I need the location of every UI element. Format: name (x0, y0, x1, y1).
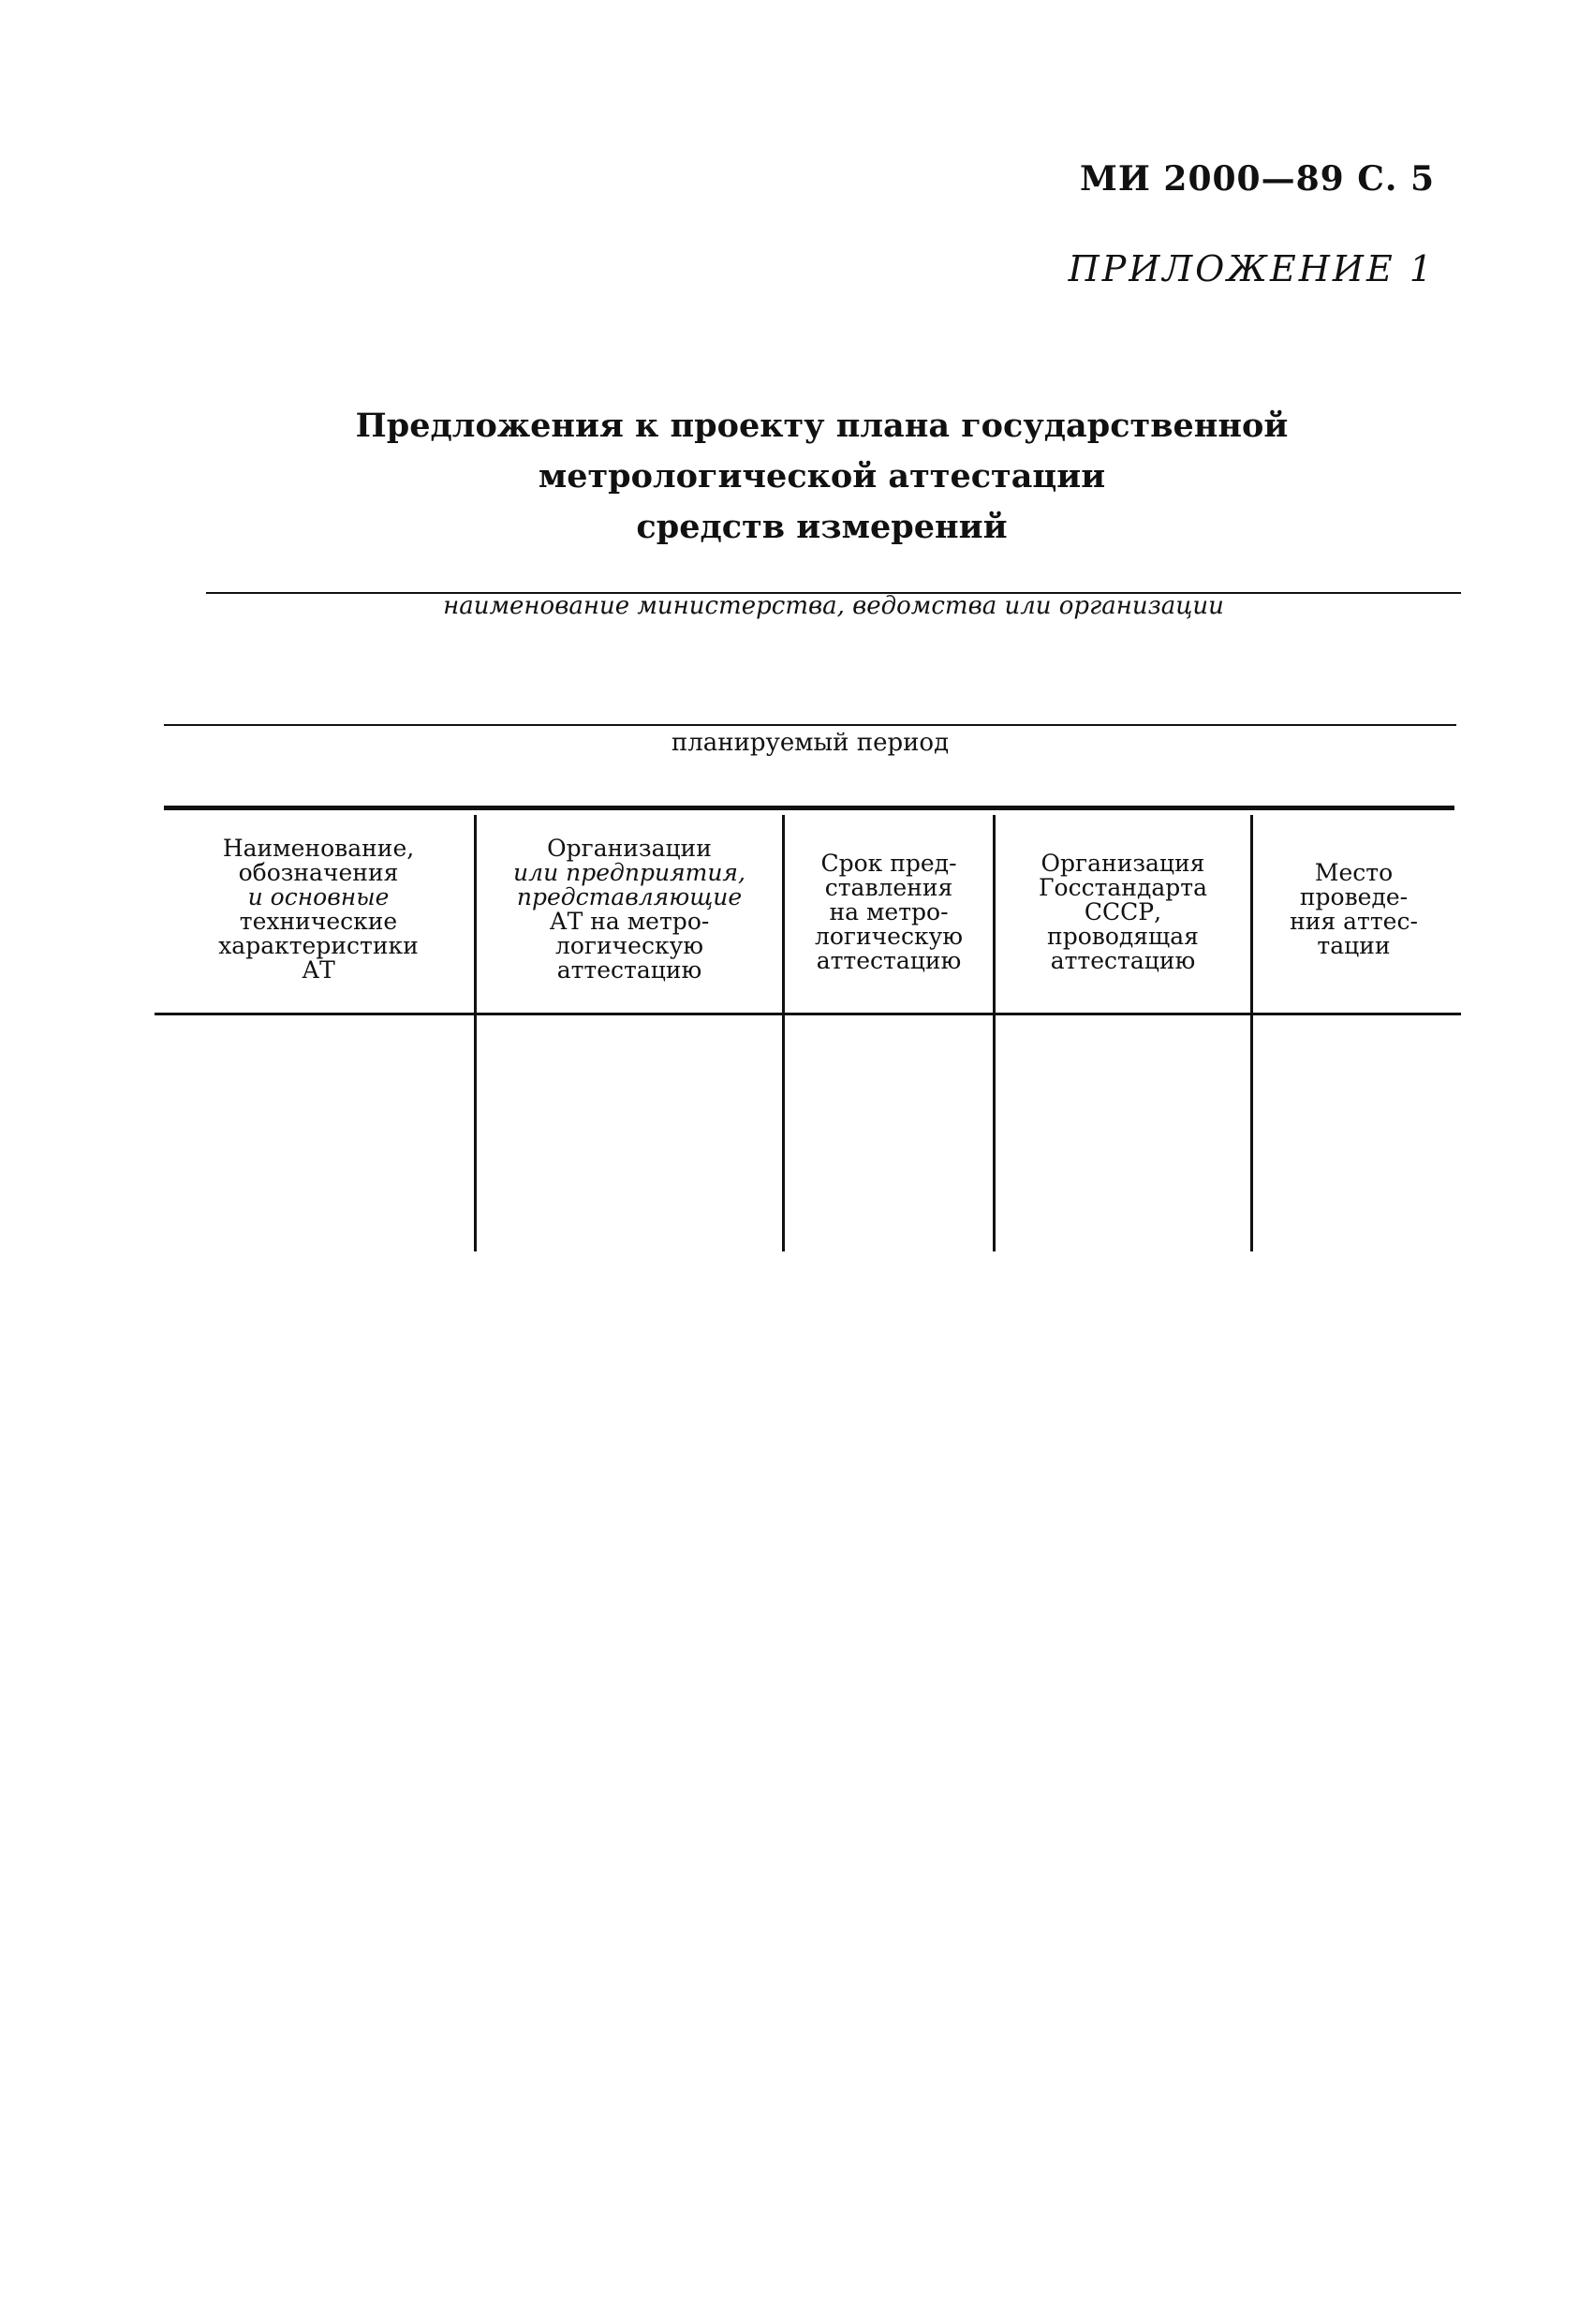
header-line: аттестацию (556, 956, 702, 984)
period-caption: планируемый период (671, 729, 950, 757)
header-line: АТ (302, 956, 335, 984)
header-line: Наименование, (222, 835, 415, 862)
column-header-gosstandart-org (996, 851, 1250, 973)
header-line: аттестацию (1050, 947, 1196, 974)
header-line: и основные (247, 883, 390, 910)
header-line: Организации (547, 835, 712, 862)
header-line: представляющие (516, 883, 743, 910)
column-header-name (164, 836, 473, 983)
document-code: МИ 2000—89 С. 5 (1080, 159, 1435, 199)
column-header-deadline (785, 851, 993, 973)
document-title (201, 401, 1442, 553)
header-line: Организация (1041, 850, 1205, 877)
table-body-empty (164, 1015, 1454, 1251)
header-line: характеристики (218, 932, 419, 959)
header-line: или предприятия, (513, 859, 745, 886)
header-line: СССР, (1084, 898, 1162, 925)
header-line: на метро- (829, 898, 949, 925)
document-title-line-1: Предложения к проекту плана государственной метрологической аттестации (355, 407, 1289, 496)
ministry-caption: наименование министерства, ведомства или организации (443, 592, 1224, 620)
column-header-location (1253, 861, 1454, 958)
header-line: Госстандарта (1038, 874, 1208, 901)
column-header-organizations (477, 836, 782, 983)
header-line: ставления (824, 874, 953, 901)
document-title-line-2: средств измерений (636, 508, 1008, 546)
header-line: Срок пред- (820, 850, 957, 877)
header-line: обозначения (238, 859, 399, 886)
table-top-rule (164, 806, 1454, 810)
header-line: аттестацию (816, 947, 962, 974)
header-line: ния аттес- (1290, 908, 1418, 935)
period-fill-line (164, 724, 1456, 726)
header-line: тации (1317, 932, 1391, 959)
header-line: Место (1314, 859, 1394, 886)
appendix-label: ПРИЛОЖЕНИЕ 1 (1068, 248, 1435, 289)
header-line: АТ на метро- (549, 908, 710, 935)
header-line: технические (239, 908, 398, 935)
header-line: проводящая (1047, 923, 1199, 950)
header-line: логическую (554, 932, 704, 959)
header-line: логическую (814, 923, 964, 950)
header-line: проведе- (1299, 883, 1409, 910)
